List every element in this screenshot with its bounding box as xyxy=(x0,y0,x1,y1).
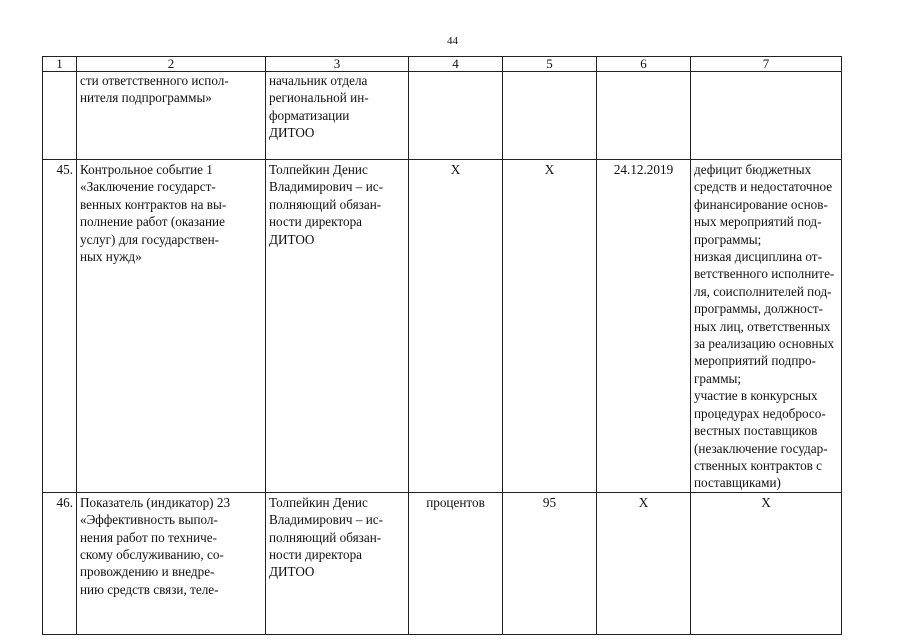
header-col-3: 3 xyxy=(266,57,409,72)
event-name-cell: Контрольное событие 1 «Заключение государст- венных контрактов на вы- полнение работ (оказание услуг) для государствен- ных нужд» xyxy=(77,160,266,493)
responsible-cell: начальник отдела региональной ин- форматизации ДИТОО xyxy=(266,72,409,160)
header-col-2: 2 xyxy=(77,57,266,72)
risk-cell: X xyxy=(691,492,842,634)
value-cell: X xyxy=(503,160,597,493)
table-row xyxy=(43,160,842,493)
risk-cell: дефицит бюджетных средств и недостаточное финансирование основ- ных мероприятий под- программы; низкая дисциплина от- ветственного исполните- ля, соисполнителей под- программы, должност- ных лиц, ответственных за реализацию основных мероприятий подпро- граммы; участие в конкурсных процедурах недобросо- вестных поставщиков (незаключение государ- ственных контрактов с поставщиками) xyxy=(691,160,842,493)
date-cell xyxy=(597,72,691,160)
row-number xyxy=(43,72,77,160)
plan-table xyxy=(42,56,842,635)
date-cell: X xyxy=(597,492,691,634)
date-cell: 24.12.2019 xyxy=(597,160,691,493)
event-name-cell: сти ответственного испол- нителя подпрограммы» xyxy=(77,72,266,160)
header-col-5: 5 xyxy=(503,57,597,72)
header-row xyxy=(43,57,842,72)
unit-cell xyxy=(409,72,503,160)
row-number: 46. xyxy=(43,492,77,634)
header-col-6: 6 xyxy=(597,57,691,72)
row-number: 45. xyxy=(43,160,77,493)
header-col-1: 1 xyxy=(43,57,77,72)
table-row xyxy=(43,72,842,160)
event-name-cell: Показатель (индикатор) 23 «Эффективность выпол- нения работ по техниче- скому обслуживанию, со- провождению и внедре- нию средств связи, теле- xyxy=(77,492,266,634)
risk-cell xyxy=(691,72,842,160)
page-number: 44 xyxy=(447,35,458,47)
header-col-4: 4 xyxy=(409,57,503,72)
table-row xyxy=(43,492,842,634)
unit-cell: процентов xyxy=(409,492,503,634)
header-col-7: 7 xyxy=(691,57,842,72)
value-cell: 95 xyxy=(503,492,597,634)
responsible-cell: Толпейкин Денис Владимирович – ис- полняющий обязан- ности директора ДИТОО xyxy=(266,492,409,634)
unit-cell: X xyxy=(409,160,503,493)
value-cell xyxy=(503,72,597,160)
responsible-cell: Толпейкин Денис Владимирович – ис- полняющий обязан- ности директора ДИТОО xyxy=(266,160,409,493)
